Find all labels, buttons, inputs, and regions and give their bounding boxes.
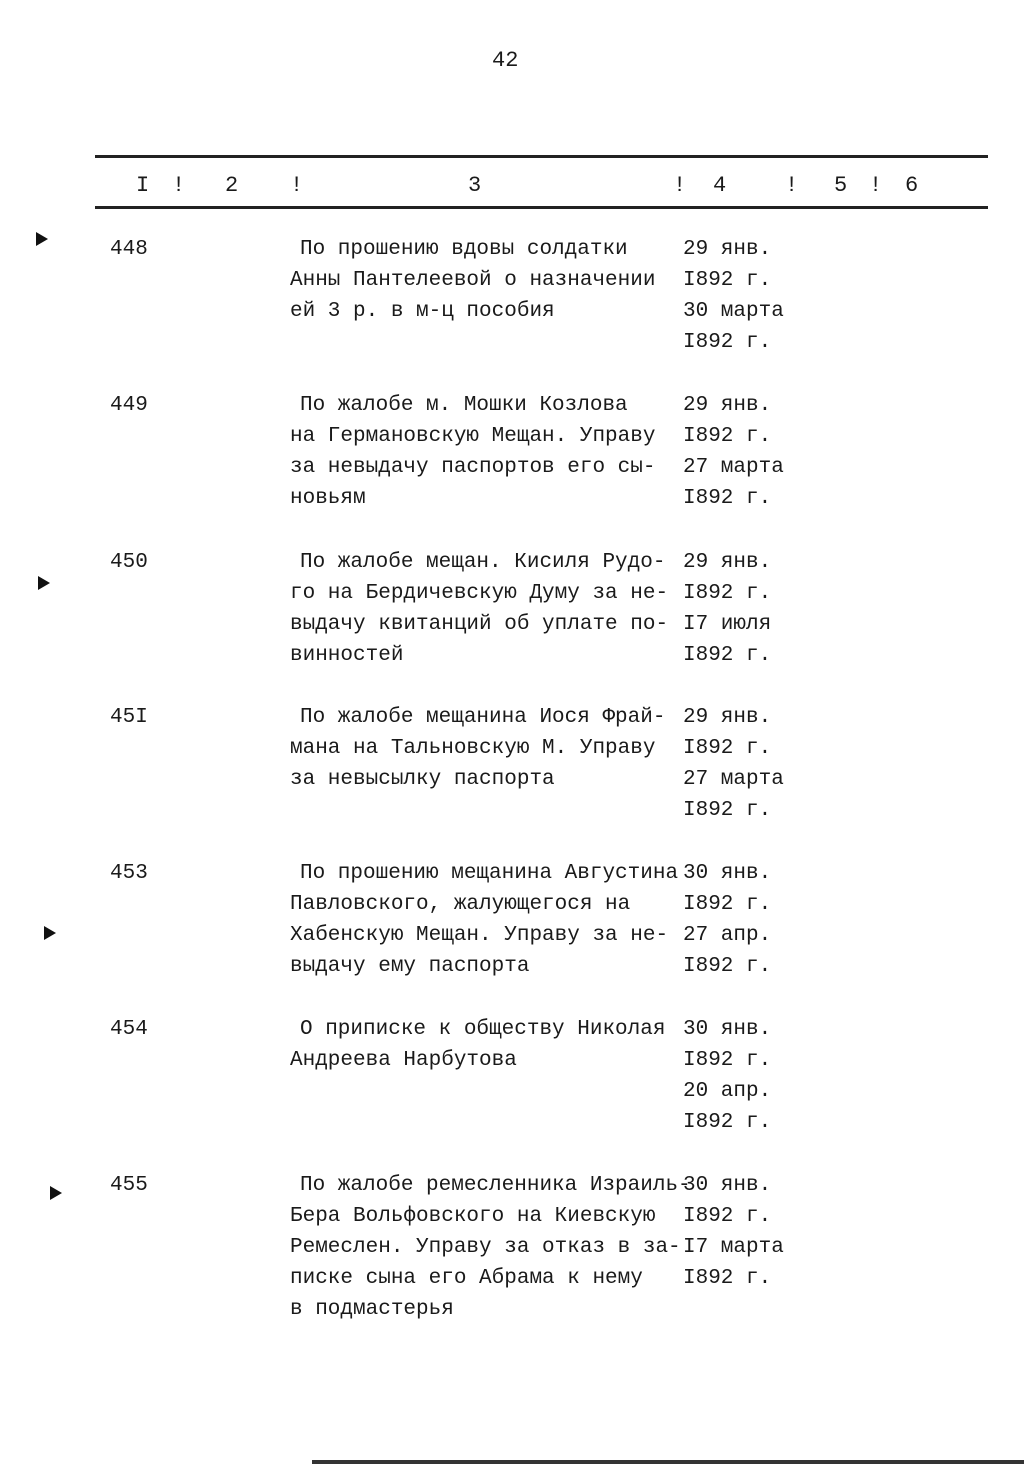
entry-number: 450 <box>110 551 148 574</box>
entry-description <box>290 547 668 671</box>
margin-arrow-icon <box>44 926 56 940</box>
header-col-3: 3 <box>468 173 482 198</box>
date-line: 20 апр. <box>683 1080 772 1103</box>
date-line: 27 апр. <box>683 924 772 947</box>
header-top-rule <box>95 155 988 158</box>
description-line: Хабенскую Мещан. Управу за не- <box>290 924 669 947</box>
date-line: I7 июля <box>683 613 772 636</box>
date-line: 30 янв. <box>683 1018 772 1041</box>
description-line: По жалобе м. Мошки Козлова <box>300 394 628 417</box>
date-line: I892 г. <box>683 1205 772 1228</box>
date-line: I892 г. <box>683 331 772 354</box>
entry-dates <box>683 702 784 826</box>
entry-description <box>290 1170 691 1325</box>
date-line: I892 г. <box>683 955 772 978</box>
date-line: 29 янв. <box>683 706 772 729</box>
header-separator: ! <box>290 173 304 198</box>
description-line: По прошению мещанина Августина <box>300 862 679 885</box>
header-separator: ! <box>673 173 687 198</box>
date-line: I892 г. <box>683 1049 772 1072</box>
date-line: I892 г. <box>683 582 772 605</box>
date-line: 29 янв. <box>683 238 772 261</box>
page-number: 42 <box>492 48 519 73</box>
date-line: I892 г. <box>683 737 772 760</box>
description-line: По жалобе ремесленника Израиль- <box>300 1174 691 1197</box>
description-line: на Германовскую Мещан. Управу <box>290 425 656 448</box>
entry-description <box>290 858 678 982</box>
date-line: I892 г. <box>683 425 772 448</box>
date-line: I892 г. <box>683 893 772 916</box>
description-line: за невысылку паспорта <box>290 768 555 791</box>
entry-number: 454 <box>110 1018 148 1041</box>
description-line: выдачу ему паспорта <box>290 955 530 978</box>
description-line: винностей <box>290 644 404 667</box>
header-separator: ! <box>172 173 186 198</box>
entry-number: 453 <box>110 862 148 885</box>
date-line: 27 марта <box>683 768 784 791</box>
date-line: I892 г. <box>683 799 772 822</box>
description-line: По жалобе мещанина Иося Фрай- <box>300 706 666 729</box>
entry-description <box>290 390 655 514</box>
header-col-4: 4 <box>713 173 727 198</box>
entry-number: 455 <box>110 1174 148 1197</box>
description-line: Павловского, жалующегося на <box>290 893 631 916</box>
description-line: Бера Вольфовского на Киевскую <box>290 1205 656 1228</box>
date-line: 29 янв. <box>683 394 772 417</box>
description-line: мана на Тальновскую М. Управу <box>290 737 656 760</box>
entry-number: 45I <box>110 706 148 729</box>
entry-dates <box>683 1014 771 1138</box>
entry-dates <box>683 234 784 358</box>
entry-number: 448 <box>110 238 148 261</box>
bottom-rule <box>312 1460 1024 1464</box>
header-separator: ! <box>869 173 883 198</box>
header-bottom-rule <box>95 206 988 209</box>
date-line: 29 янв. <box>683 551 772 574</box>
date-line: I892 г. <box>683 644 772 667</box>
description-line: новьям <box>290 487 366 510</box>
description-line: го на Бердичевскую Думу за не- <box>290 582 669 605</box>
entry-description <box>290 1014 665 1076</box>
description-line: за невыдачу паспортов его сы- <box>290 456 656 479</box>
description-line: выдачу квитанций об уплате по- <box>290 613 669 636</box>
header-col-6: 6 <box>905 173 919 198</box>
description-line: О приписке к обществу Николая <box>300 1018 666 1041</box>
header-separator: ! <box>785 173 799 198</box>
date-line: I892 г. <box>683 1111 772 1134</box>
date-line: 30 янв. <box>683 1174 772 1197</box>
header-col-2: 2 <box>225 173 239 198</box>
description-line: По жалобе мещан. Кисиля Рудо- <box>300 551 666 574</box>
entry-dates <box>683 1170 784 1294</box>
date-line: 27 марта <box>683 456 784 479</box>
description-line: По прошению вдовы солдатки <box>300 238 628 261</box>
date-line: I892 г. <box>683 269 772 292</box>
header-col-5: 5 <box>834 173 848 198</box>
description-line: в подмастерья <box>290 1298 454 1321</box>
entry-dates <box>683 858 771 982</box>
margin-arrow-icon <box>50 1186 62 1200</box>
entry-description <box>290 234 655 327</box>
description-line: Андреева Нарбутова <box>290 1049 517 1072</box>
date-line: I7 марта <box>683 1236 784 1259</box>
description-line: ей 3 р. в м-ц пособия <box>290 300 555 323</box>
date-line: I892 г. <box>683 487 772 510</box>
date-line: 30 янв. <box>683 862 772 885</box>
description-line: писке сына его Абрама к нему <box>290 1267 643 1290</box>
description-line: Ремеслен. Управу за отказ в за- <box>290 1236 681 1259</box>
entry-description <box>290 702 665 795</box>
entry-dates <box>683 547 771 671</box>
margin-arrow-icon <box>36 232 48 246</box>
date-line: 30 марта <box>683 300 784 323</box>
description-line: Анны Пантелеевой о назначении <box>290 269 656 292</box>
margin-arrow-icon <box>38 576 50 590</box>
header-col-1: I <box>136 173 150 198</box>
entry-dates <box>683 390 784 514</box>
date-line: I892 г. <box>683 1267 772 1290</box>
entry-number: 449 <box>110 394 148 417</box>
